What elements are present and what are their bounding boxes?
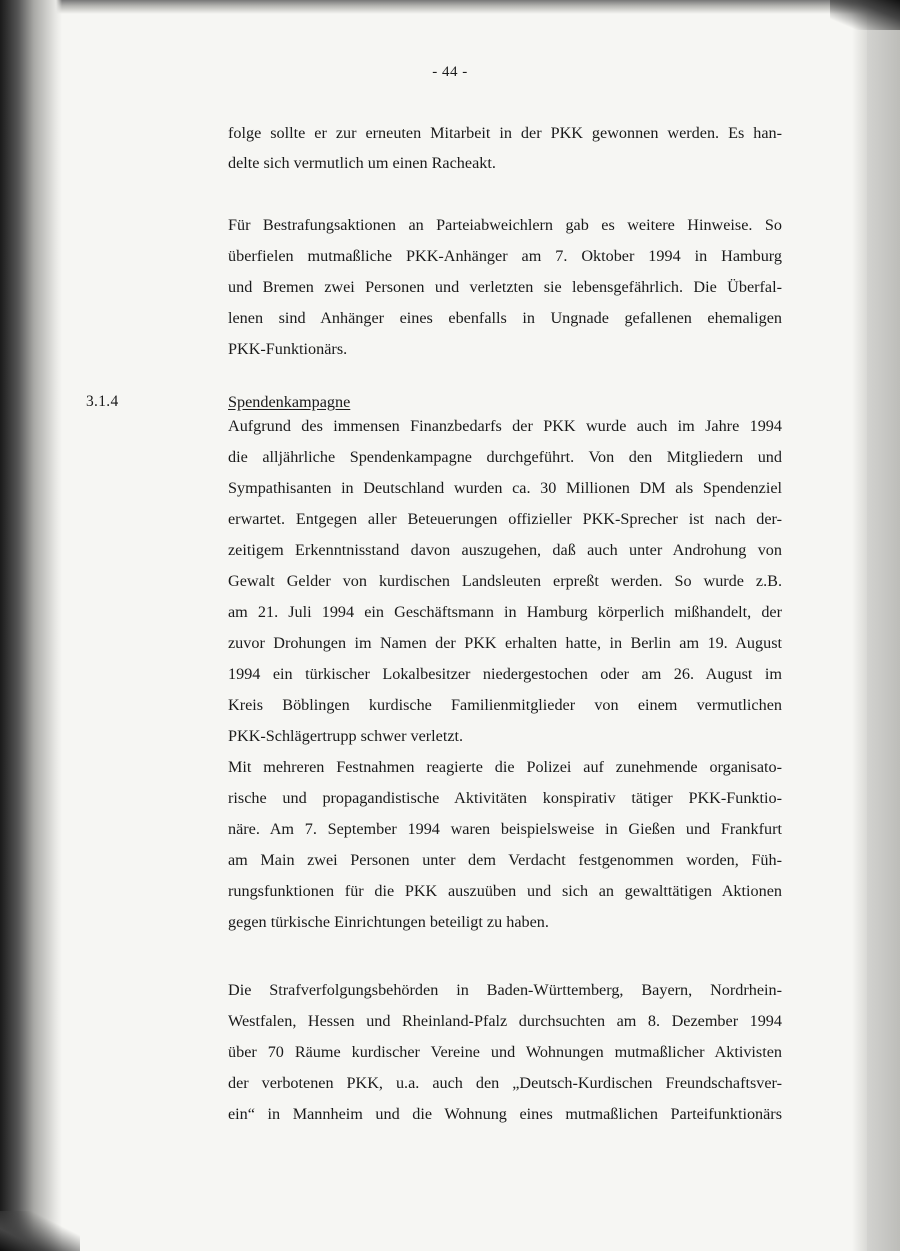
text-line: PKK-Schlägertrupp schwer verletzt. <box>228 727 464 745</box>
text-line: die alljährliche Spendenkampagne durchgeführt. Von den Mitgliedern und <box>228 448 782 466</box>
text-line: lenen sind Anhänger eines ebenfalls in Ungnade gefallenen ehemaligen <box>228 309 782 327</box>
text-line: ein“ in Mannheim und die Wohnung eines mutmaßlichen Parteifunktionärs <box>228 1105 782 1123</box>
text-line: am 21. Juli 1994 ein Geschäftsmann in Hamburg körperlich mißhandelt, der <box>228 603 782 621</box>
text-line: der verbotenen PKK, u.a. auch den „Deutsch-Kurdischen Freundschaftsver- <box>228 1074 782 1092</box>
text-line: 1994 ein türkischer Lokalbesitzer niedergestochen oder am 26. August im <box>228 665 782 683</box>
text-line: Die Strafverfolgungsbehörden in Baden-Württemberg, Bayern, Nordrhein- <box>228 981 782 999</box>
text-line: folge sollte er zur erneuten Mitarbeit in der PKK gewonnen werden. Es han- <box>228 124 782 142</box>
text-line: überfielen mutmaßliche PKK-Anhänger am 7. Oktober 1994 in Hamburg <box>228 247 782 265</box>
text-line: und Bremen zwei Personen und verletzten sie lebensgefährlich. Die Überfal- <box>228 278 782 296</box>
scan-shadow-top <box>0 0 900 14</box>
text-line: zuvor Drohungen im Namen der PKK erhalten hatte, in Berlin am 19. August <box>228 634 782 652</box>
scan-shadow-right <box>852 0 900 1251</box>
text-line: Sympathisanten in Deutschland wurden ca. 30 Millionen DM als Spendenziel <box>228 479 782 497</box>
text-line: über 70 Räume kurdischer Vereine und Wohnungen mutmaßlicher Aktivisten <box>228 1043 782 1061</box>
text-line: PKK-Funktionärs. <box>228 340 348 358</box>
text-line: näre. Am 7. September 1994 waren beispielsweise in Gießen und Frankfurt <box>228 820 782 838</box>
section-number: 3.1.4 <box>86 393 119 410</box>
text-line: gegen türkische Einrichtungen beteiligt zu haben. <box>228 913 549 931</box>
section-heading: Spendenkampagne <box>228 393 351 411</box>
scan-shadow-corner <box>830 0 900 30</box>
text-line: zeitigem Erkenntnisstand davon auszugehen, daß auch unter Androhung von <box>228 541 782 559</box>
text-line: rungsfunktionen für die PKK auszuüben und sich an gewalttätigen Aktionen <box>228 882 782 900</box>
scan-shadow-left <box>0 0 62 1251</box>
text-line: Für Bestrafungsaktionen an Parteiabweichlern gab es weitere Hinweise. So <box>228 216 782 234</box>
text-line: Kreis Böblingen kurdische Familienmitglieder von einem vermutlichen <box>228 696 782 714</box>
text-line: rische und propagandistische Aktivitäten konspirativ tätiger PKK-Funktio- <box>228 789 782 807</box>
page-number: - 44 - <box>432 64 468 80</box>
text-line: erwartet. Entgegen aller Beteuerungen offizieller PKK-Sprecher ist nach der- <box>228 510 782 528</box>
text-line: Mit mehreren Festnahmen reagierte die Polizei auf zunehmende organisato- <box>228 758 782 776</box>
text-line: delte sich vermutlich um einen Racheakt. <box>228 154 496 172</box>
text-line: Gewalt Gelder von kurdischen Landsleuten erpreßt werden. So wurde z.B. <box>228 572 782 590</box>
text-line: Aufgrund des immensen Finanzbedarfs der PKK wurde auch im Jahre 1994 <box>228 417 782 435</box>
scan-shadow-corner-bottom <box>0 1211 80 1251</box>
text-line: am Main zwei Personen unter dem Verdacht festgenommen worden, Füh- <box>228 851 782 869</box>
text-line: Westfalen, Hessen und Rheinland-Pfalz durchsuchten am 8. Dezember 1994 <box>228 1012 782 1030</box>
